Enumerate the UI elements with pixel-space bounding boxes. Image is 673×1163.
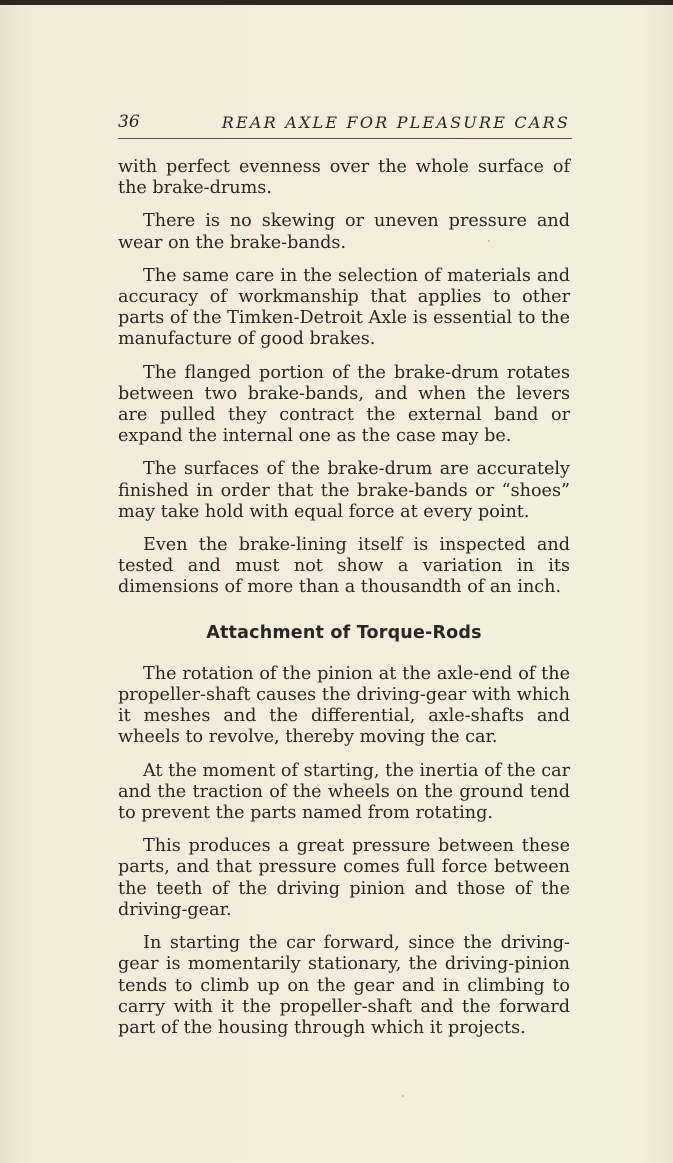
body-text [118,157,570,1051]
paragraph: Even the brake-lining itself is inspected and tested and must not show a variation in its dimensions of more than a thousandth of an inch. [118,535,570,598]
paper-speck [488,240,490,242]
paragraph: The same care in the selection of materials and accuracy of workmanship that applies to other parts of the Timken-Detroit Axle is essential to the manufacture of good brakes. [118,265,570,350]
page-top-edge [0,0,673,5]
paper-speck [402,1095,404,1097]
paragraph: The rotation of the pinion at the axle-end of the propeller-shaft causes the driving-gear with which it meshes and the differential, axle-shafts and wheels to revolve, thereby moving the car. [118,663,570,748]
page-number: 36 [118,112,140,132]
running-head: REAR AXLE FOR PLEASURE CARS [221,113,570,132]
page-header [118,112,572,139]
paragraph: The surfaces of the brake-drum are accurately finished in order that the brake-bands or “shoes” may take hold with equal force at every point. [118,459,570,522]
paragraph: At the moment of starting, the inertia of the car and the traction of the wheels on the ground tend to prevent the parts named from rotating. [118,760,570,824]
paragraph: There is no skewing or uneven pressure and wear on the brake-bands. [118,211,570,253]
paragraph: In starting the car forward, since the driving-gear is momentarily stationary, the driving-pinion tends to climb up on the gear and in climbing to carry with it the propeller-shaft and the forward part of the housing through which it projects. [118,933,570,1038]
paragraph: This produces a great pressure between these parts, and that pressure comes full force between the teeth of the driving pinion and those of the driving-gear. [118,836,570,920]
section-heading: Attachment of Torque-Rods [206,622,482,643]
paragraph: The flanged portion of the brake-drum rotates between two brake-bands, and when the levers are pulled they contract the external band or expand the internal one as the case may be. [118,362,570,447]
paragraph: with perfect evenness over the whole surface of the brake-drums. [118,157,570,199]
